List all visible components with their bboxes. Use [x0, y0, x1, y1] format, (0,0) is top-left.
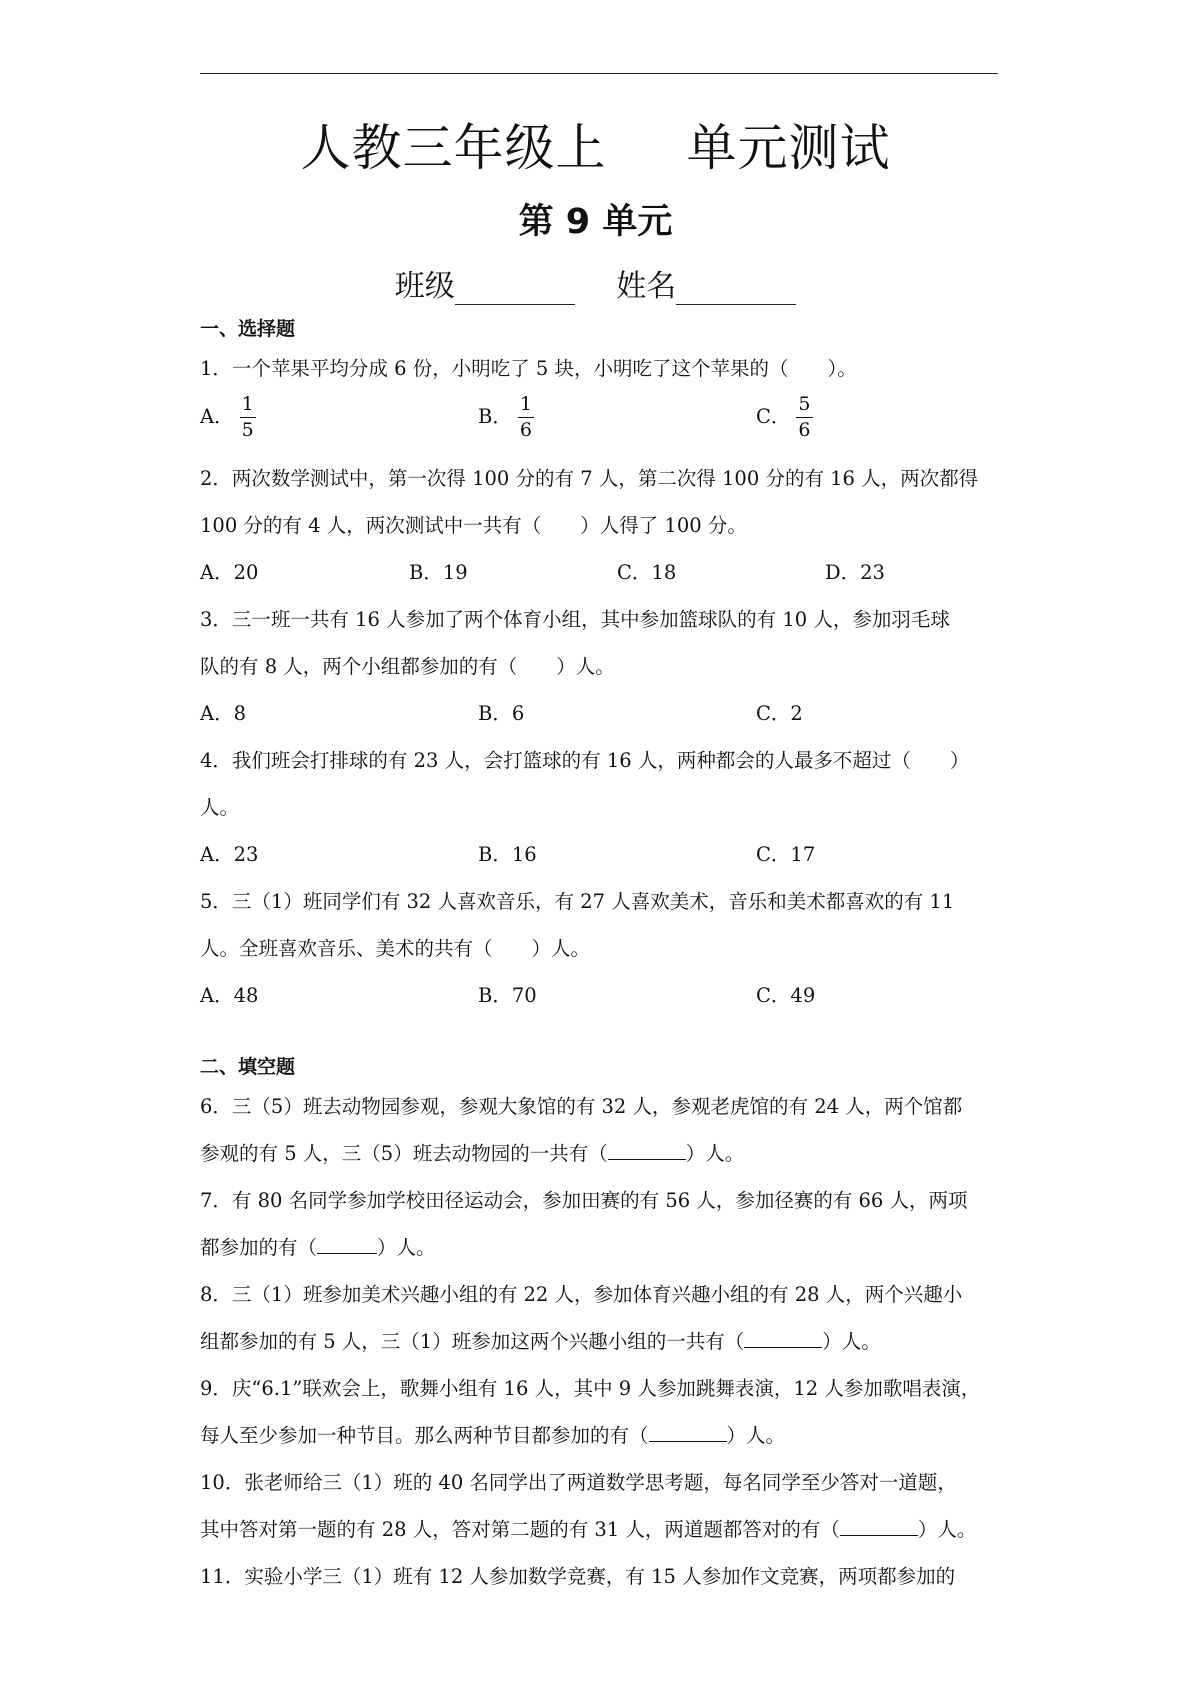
- question-2-text: 100 分的有 4 人，两次测试中一共有（ ）人得了 100 分。: [200, 514, 747, 537]
- q1-option-b[interactable]: B． $\frac{1}{6}$: [478, 393, 532, 441]
- q1-option-a[interactable]: A． $\frac{1}{5}$: [200, 393, 254, 441]
- answer-blank[interactable]: [840, 1517, 918, 1536]
- page-title: 人教三年级上 单元测试: [300, 119, 891, 177]
- question-9-text: 9．庆“6.1”联欢会上，歌舞小组有 16 人，其中 9 人参加跳舞表演，12 人参加歌唱表演，: [200, 1377, 981, 1400]
- q2-option-a[interactable]: A．20: [200, 561, 259, 584]
- fraction: $\frac{5}{6}$: [798, 393, 811, 441]
- q1-option-c[interactable]: C． $\frac{5}{6}$: [756, 393, 811, 441]
- fraction: $\frac{1}{6}$: [519, 393, 532, 441]
- q2-option-c[interactable]: C．18: [617, 561, 677, 584]
- section-heading-choice: 一、选择题: [200, 318, 296, 340]
- q5-option-a[interactable]: A．48: [200, 984, 259, 1007]
- question-6-text: 参观的有 5 人，三（5）班去动物园的一共有（ ）人。: [200, 1142, 745, 1165]
- class-name-line: [0, 261, 1191, 305]
- name-label: 姓名: [616, 269, 677, 304]
- question-6-text: 6．三（5）班去动物园参观，参观大象馆的有 32 人，参观老虎馆的有 24 人，两个馆都: [200, 1095, 963, 1118]
- question-10-text: 其中答对第一题的有 28 人，答对第二题的有 31 人，两道题都答对的有（ ）人。: [200, 1518, 977, 1541]
- q4-option-a[interactable]: A．23: [200, 843, 259, 866]
- question-8-text: 组都参加的有 5 人，三（1）班参加这两个兴趣小组的一共有（ ）人。: [200, 1330, 881, 1353]
- question-8-text: 8．三（1）班参加美术兴趣小组的有 22 人，参加体育兴趣小组的有 28 人，两个兴趣小: [200, 1283, 963, 1306]
- question-4-text: 4．我们班会打排球的有 23 人，会打篮球的有 16 人，两种都会的人最多不超过（ ）: [200, 749, 970, 772]
- question-10-text: 10．张老师给三（1）班的 40 名同学出了两道数学思考题，每名同学至少答对一道题，: [200, 1471, 957, 1494]
- answer-blank[interactable]: [608, 1141, 686, 1160]
- q3-option-b[interactable]: B．6: [478, 702, 525, 725]
- q3-option-a[interactable]: A．8: [200, 702, 246, 725]
- question-2-text: 2．两次数学测试中，第一次得 100 分的有 7 人，第二次得 100 分的有 16 人，两次都得: [200, 467, 979, 490]
- unit-subtitle: 第 9 单元: [518, 202, 673, 242]
- answer-blank[interactable]: [649, 1423, 727, 1442]
- q2-option-d[interactable]: D．23: [825, 561, 885, 584]
- question-7-text: 7．有 80 名同学参加学校田径运动会，参加田赛的有 56 人，参加径赛的有 66 人，两项: [200, 1189, 968, 1212]
- q2-option-b[interactable]: B．19: [409, 561, 468, 584]
- question-5-text: 5．三（1）班同学们有 32 人喜欢音乐，有 27 人喜欢美术，音乐和美术都喜欢的有 11: [200, 890, 955, 913]
- question-11-text: 11．实验小学三（1）班有 12 人参加数学竞赛，有 15 人参加作文竞赛，两项都参加的: [200, 1565, 956, 1588]
- answer-blank[interactable]: [744, 1329, 822, 1348]
- q4-option-b[interactable]: B．16: [478, 843, 537, 866]
- question-9-text: 每人至少参加一种节目。那么两种节目都参加的有（ ）人。: [200, 1424, 786, 1447]
- q4-option-c[interactable]: C．17: [756, 843, 816, 866]
- q3-option-c[interactable]: C．2: [756, 702, 803, 725]
- q5-option-c[interactable]: C．49: [756, 984, 816, 1007]
- answer-blank[interactable]: [317, 1235, 377, 1254]
- fraction: $\frac{1}{5}$: [241, 393, 254, 441]
- question-7-text: 都参加的有（ ）人。: [200, 1236, 436, 1259]
- question-1-text: 1．一个苹果平均分成 6 份，小明吃了 5 块，小明吃了这个苹果的（ ）。: [200, 357, 857, 380]
- name-blank[interactable]: [676, 274, 796, 305]
- class-blank[interactable]: [455, 274, 575, 305]
- header-rule: [200, 73, 998, 74]
- question-5-text: 人。全班喜欢音乐、美术的共有（ ）人。: [200, 937, 591, 960]
- section-heading-fill: 二、填空题: [200, 1056, 296, 1078]
- question-3-text: 3．三一班一共有 16 人参加了两个体育小组，其中参加篮球队的有 10 人，参加羽毛球: [200, 608, 950, 631]
- class-label: 班级: [394, 269, 455, 304]
- question-4-text: 人。: [200, 796, 240, 819]
- q5-option-b[interactable]: B．70: [478, 984, 537, 1007]
- question-3-text: 队的有 8 人，两个小组都参加的有（ ）人。: [200, 655, 615, 678]
